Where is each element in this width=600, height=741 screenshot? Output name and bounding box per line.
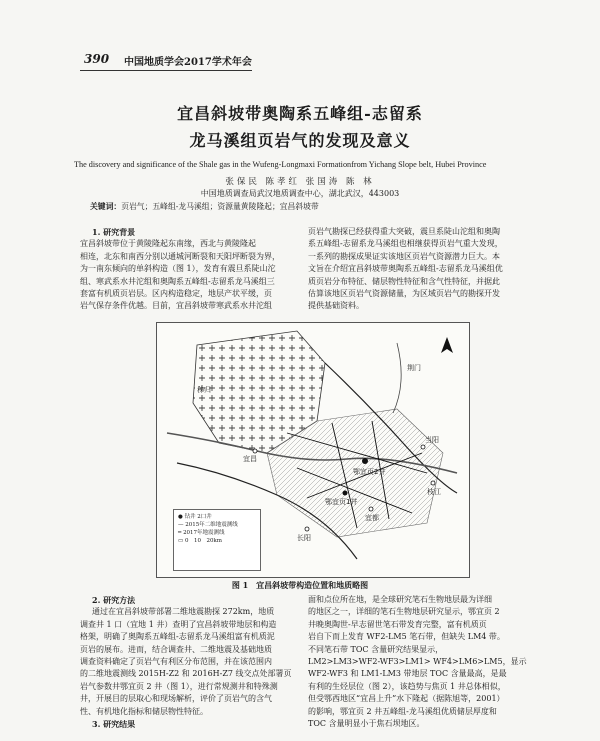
town-marker bbox=[369, 507, 373, 511]
header-rule bbox=[80, 70, 252, 71]
town-marker bbox=[305, 527, 309, 531]
affiliation: 中国地质调查局武汉地质调查中心，湖北武汉，443003 bbox=[200, 189, 400, 198]
paragraph-line: 页岩的展布。进而，结合调查井、二维地震及基础地质 bbox=[80, 644, 272, 654]
paragraph-line: 页岩气勘探已经获得重大突破，震旦系陡山沱组和奥陶 bbox=[308, 227, 500, 236]
paragraph-line: 相连，北东和南西分别以通城河断裂和天阳坪断裂为界， bbox=[80, 251, 280, 261]
paragraph-line: 岩自下而上发育 WF2-LM5 笔石带，但缺失 LM4 带。 bbox=[308, 632, 505, 642]
well-marker bbox=[362, 458, 368, 464]
map-label-well-2: 鄂宜页2井 bbox=[353, 468, 386, 476]
page-number: 390 bbox=[84, 52, 110, 66]
fault-line bbox=[393, 343, 401, 413]
paragraph-line: 但受鄂西地区“宜昌上升”水下隆起（据陈旭等，2001） bbox=[308, 694, 505, 704]
section-heading-background: 1. 研究背景 bbox=[92, 227, 136, 237]
paragraph-line: 面和点位所在地，是全球研究笔石生物地层最为详细 bbox=[308, 595, 492, 604]
legend-item: ▭ 0 10 20km bbox=[178, 538, 222, 544]
map-label-dangyang: 当阳 bbox=[425, 436, 439, 444]
paragraph-line: 估算该地区页岩气资源储量，为区域页岩气的勘探开发 bbox=[308, 289, 500, 299]
map-label-zhijiang: 枝江 bbox=[427, 488, 441, 496]
legend-item: ● 钻井 2口井 bbox=[178, 514, 212, 520]
conference-name: 中国地质学会2017学术年会 bbox=[124, 57, 252, 68]
paragraph-line: 性、有机地化指标和储层物性特征。 bbox=[80, 706, 208, 716]
right-column-bottom bbox=[308, 594, 530, 730]
map-label-changyang: 长阳 bbox=[297, 534, 311, 542]
paragraph-line: 质页岩分布特征、储层物性特征和含气性特征，并据此 bbox=[308, 276, 500, 286]
paragraph-line: 格架，明确了奥陶系五峰组-志留系龙马溪组富有机质泥 bbox=[80, 632, 275, 642]
paragraph-line: 的二维地震测线 2015H-Z2 和 2016H-Z7 线交点处部署页 bbox=[80, 669, 292, 679]
paragraph-line: 提供基础资料。 bbox=[308, 301, 364, 311]
map-label-yichang: 宜昌 bbox=[243, 455, 257, 463]
paragraph-line: 调查井 1 口（宜地 1 井）查明了宜昌斜坡带地层和构造 bbox=[80, 619, 277, 629]
well-marker bbox=[343, 491, 348, 496]
section-heading-methods: 2. 研究方法 bbox=[92, 595, 136, 605]
figure-caption: 图 1 宜昌斜坡带构造位置和地质略图 bbox=[231, 580, 369, 590]
map-label-zigui: 秭归 bbox=[197, 386, 211, 394]
paragraph-line: 不同笔石带 TOC 含量研究结果显示， bbox=[308, 644, 444, 654]
paragraph-line: 岩气保存条件优越。目前，宜昌斜坡带寒武系水井沱组 bbox=[80, 301, 272, 311]
paragraph-line: 的地区之一，详细的笔石生物地层研究显示，鄂宜页 2 bbox=[308, 607, 500, 617]
paragraph-line: 有利的生烃层位（图 2），该趋势与焦页 1 井总体相似， bbox=[308, 681, 506, 691]
keywords-text: 页岩气；五峰组-龙马溪组；资源量黄陵隆起；宜昌斜坡带 bbox=[121, 202, 319, 211]
paragraph-line: 一系列的勘探成果证实该地区页岩气资源潜力巨大。本 bbox=[308, 251, 500, 261]
well-symbol-icon: ● bbox=[178, 514, 185, 520]
survey-line-2-icon: ═ bbox=[178, 530, 184, 536]
town-marker bbox=[421, 445, 425, 449]
paragraph-line: 的影响，鄂宜页 2 井五峰组-龙马溪组优质储层厚度和 bbox=[308, 706, 497, 716]
paragraph-line: 井晚奥陶世-早志留世笔石带发育完整，富有机质页 bbox=[308, 619, 487, 629]
paragraph-line: TOC 含量明显小于焦石坝地区。 bbox=[308, 719, 425, 729]
town-marker bbox=[431, 481, 435, 485]
left-column-top bbox=[80, 226, 302, 313]
map-legend bbox=[173, 509, 261, 571]
legend-item: ═ 2017年地震测线 bbox=[178, 530, 225, 536]
map-label-yidu: 宜都 bbox=[365, 514, 379, 522]
north-arrow-icon bbox=[441, 337, 453, 353]
scale-bar-icon: ▭ bbox=[178, 538, 185, 544]
paragraph-line: 套富有机质页岩层。区内构造稳定，地层产状平缓，页 bbox=[80, 289, 272, 299]
authors: 张保民 陈孝红 张国涛 陈 林 bbox=[225, 177, 375, 187]
town-marker bbox=[253, 449, 257, 453]
paragraph-line: 文旨在介绍宜昌斜坡带奥陶系五峰组-志留系龙马溪组优 bbox=[308, 264, 503, 274]
paragraph-line: 系五峰组-志留系龙马溪组也相继获得页岩气重大发现， bbox=[308, 239, 503, 249]
paragraph-line: LM2>LM3>WF2-WF3>LM1> WF4>LM6>LM5，显示 bbox=[308, 657, 527, 667]
keywords-label: 关键词： bbox=[90, 202, 122, 211]
survey-line-icon: — bbox=[178, 522, 186, 528]
paragraph-line: 岩气参数井鄂宜页 2 井（图 1），进行常规测井和特殊测 bbox=[80, 681, 278, 691]
paragraph-line: 宜昌斜坡带位于黄陵隆起东南缘，西北与黄陵隆起 bbox=[80, 239, 256, 249]
right-column-top bbox=[308, 226, 530, 313]
legend-item: — 2015年二维地震测线 bbox=[178, 522, 238, 528]
keywords bbox=[90, 201, 319, 212]
map-label-jingmen: 荆门 bbox=[407, 364, 421, 372]
paragraph-line: 井，开展目的层取心和现场解析，评价了页岩气的含气 bbox=[80, 694, 272, 704]
paragraph-line: 通过在宜昌斜坡带部署二维地震勘探 272km，地质 bbox=[92, 607, 275, 617]
map-label-well-1: 鄂宜页1井 bbox=[325, 498, 358, 506]
title-line-1: 宜昌斜坡带奥陶系五峰组-志留系 bbox=[177, 104, 423, 123]
paragraph-line: 调查资料确定了页岩气有利区分布范围，并在该范围内 bbox=[80, 657, 272, 667]
title-line-2: 龙马溪组页岩气的发现及意义 bbox=[189, 131, 411, 150]
paragraph-line: 组、寒武系水井沱组和奥陶系五峰组-志留系龙马溪组三 bbox=[80, 276, 275, 286]
geologic-map-figure bbox=[156, 322, 470, 578]
paragraph-line: 为一南东倾向的单斜构造（图 1），发育有震旦系陡山沱 bbox=[80, 264, 276, 274]
section-heading-results: 3. 研究结果 bbox=[92, 719, 136, 730]
english-title: The discovery and significance of the Shale gas in the Wufeng-Longmaxi Formationfrom Yichang Slope belt, Hubei Province bbox=[74, 160, 487, 169]
paragraph-line: WF2-WF3 和 LM1-LM3 带地层 TOC 含量最高，是最 bbox=[308, 669, 507, 679]
left-column-bottom bbox=[80, 594, 302, 730]
